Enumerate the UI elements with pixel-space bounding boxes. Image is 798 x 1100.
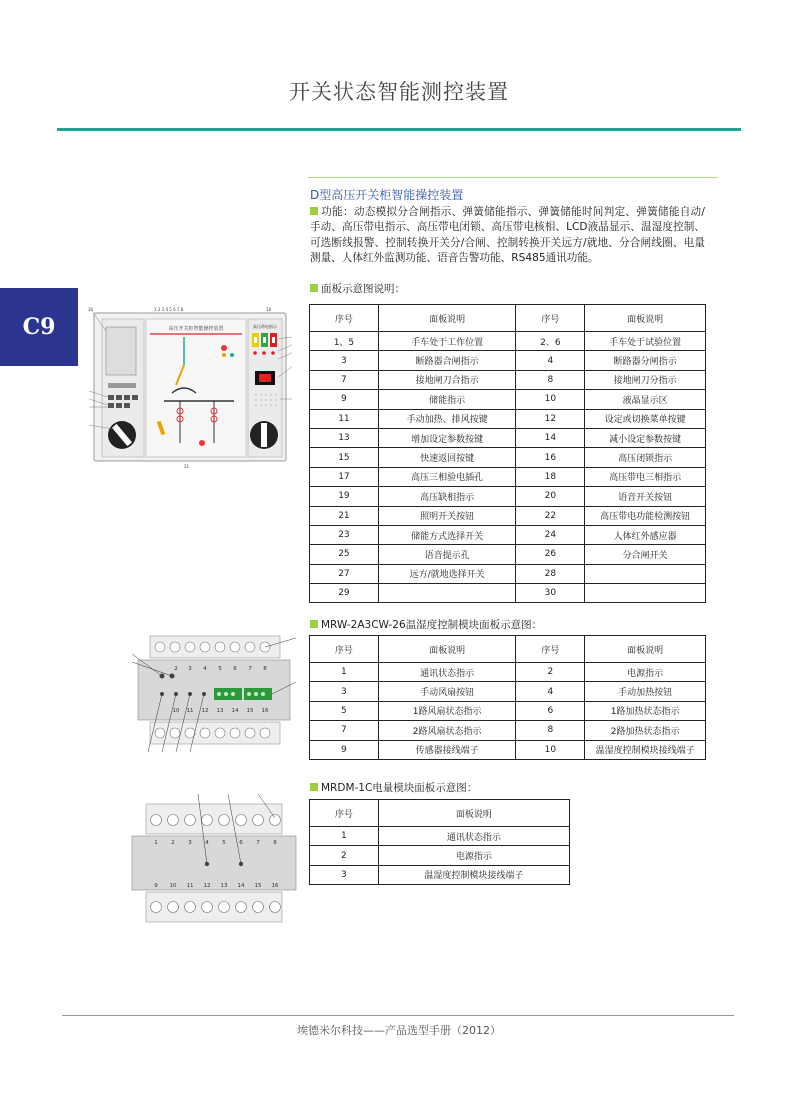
svg-text:8: 8 (263, 666, 267, 672)
table-cell: 2路风扇状态指示 (378, 721, 516, 740)
svg-text:11: 11 (186, 883, 194, 889)
svg-text:16: 16 (261, 708, 269, 714)
svg-text:15: 15 (254, 883, 262, 889)
table-row (310, 351, 706, 370)
table-cell: 手动加热按钮 (585, 682, 706, 701)
table-cell: 23 (310, 525, 379, 544)
table-header-row (310, 800, 570, 827)
panel-spec-table (309, 304, 706, 603)
table-cell: 设定或切换菜单按键 (585, 409, 706, 428)
table-cell: 传感器接线端子 (378, 740, 516, 759)
section-divider (308, 177, 718, 178)
table-cell: 1 (310, 663, 379, 682)
table-cell: 21 (310, 506, 379, 525)
table-cell: 高压闭锁指示 (585, 448, 706, 467)
table-cell: 30 (516, 584, 585, 603)
table-cell: 14 (516, 428, 585, 447)
table-cell: 增加设定参数按键 (378, 428, 516, 447)
table-cell: 7 (310, 370, 379, 389)
svg-text:7: 7 (256, 840, 260, 846)
table-row (310, 721, 706, 740)
svg-text:4: 4 (205, 840, 209, 846)
table-header-row (310, 305, 706, 332)
table-cell: 9 (310, 740, 379, 759)
table-cell: 液晶显示区 (585, 390, 706, 409)
bullet-icon (310, 783, 318, 791)
table-row (310, 487, 706, 506)
header-cell: 序号 (516, 305, 585, 332)
table-cell: 16 (516, 448, 585, 467)
table-cell: 通讯状态指示 (378, 827, 569, 846)
table-cell: 温湿度控制模块接线端子 (585, 740, 706, 759)
table-cell: 24 (516, 525, 585, 544)
svg-text:3: 3 (188, 840, 192, 846)
header-cell: 序号 (310, 636, 379, 663)
svg-text:6: 6 (239, 840, 243, 846)
table-cell: 18 (516, 467, 585, 486)
table-cell: 断路器分闸指示 (585, 351, 706, 370)
right-panel-title: 高压带电指示 (253, 324, 277, 329)
table-cell: 3 (310, 682, 379, 701)
panel-label (310, 281, 405, 296)
svg-text:2: 2 (174, 666, 178, 672)
table-cell: 6 (516, 701, 585, 720)
table-cell: 1路风扇状态指示 (378, 701, 516, 720)
svg-text:7: 7 (248, 666, 252, 672)
header-cell: 面板说明 (378, 800, 569, 827)
table-cell: 2路加热状态指示 (585, 721, 706, 740)
svg-text:12: 12 (203, 883, 211, 889)
table-cell: 人体红外感应器 (585, 525, 706, 544)
table-cell: 19 (310, 487, 379, 506)
svg-text:30: 30 (88, 307, 94, 312)
table-cell: 8 (516, 721, 585, 740)
table-cell: 26 (516, 545, 585, 564)
table-cell (585, 564, 706, 583)
svg-text:5: 5 (218, 666, 222, 672)
table-cell: 1路加热状态指示 (585, 701, 706, 720)
table-cell: 4 (516, 351, 585, 370)
table-cell: 手车处于工作位置 (378, 332, 516, 351)
table-row (310, 701, 706, 720)
header-cell: 面板说明 (585, 305, 706, 332)
table-cell: 温湿度控制模块接线端子 (378, 865, 569, 884)
table-cell: 高压缺相指示 (378, 487, 516, 506)
table-cell (585, 584, 706, 603)
table-row (310, 827, 570, 846)
table-cell: 2 (516, 663, 585, 682)
mrw-spec-table (309, 635, 706, 760)
table-cell: 断路器合闸指示 (378, 351, 516, 370)
table-cell: 手车处于试验位置 (585, 332, 706, 351)
table-row (310, 525, 706, 544)
table-cell: 语音开关按钮 (585, 487, 706, 506)
table-row (310, 390, 706, 409)
svg-text:16: 16 (271, 883, 279, 889)
table-cell: 2 (310, 846, 379, 865)
svg-text:8: 8 (273, 840, 277, 846)
svg-text:10: 10 (172, 708, 180, 714)
table-row (310, 545, 706, 564)
header-cell: 面板说明 (585, 636, 706, 663)
table-cell: 减小设定参数按键 (585, 428, 706, 447)
table-cell: 13 (310, 428, 379, 447)
svg-text:14: 14 (237, 883, 245, 889)
table-cell: 储能指示 (378, 390, 516, 409)
header-cell: 面板说明 (378, 305, 516, 332)
table-cell: 接地闸刀合指示 (378, 370, 516, 389)
bullet-icon (310, 620, 318, 628)
table-cell: 手动风扇按钮 (378, 682, 516, 701)
svg-text:1: 1 (154, 840, 158, 846)
table-cell: 电源指示 (585, 663, 706, 682)
svg-text:3: 3 (188, 666, 192, 672)
table-row (310, 663, 706, 682)
svg-text:15: 15 (246, 708, 254, 714)
table-row (310, 584, 706, 603)
table-cell: 5 (310, 701, 379, 720)
section3-heading (310, 780, 477, 795)
table-cell: 11 (310, 409, 379, 428)
svg-text:21: 21 (184, 464, 190, 469)
section1-description (310, 205, 705, 266)
table-row (310, 564, 706, 583)
svg-text:13: 13 (216, 708, 224, 714)
table-cell: 28 (516, 564, 585, 583)
bullet-icon (310, 207, 318, 215)
svg-text:2: 2 (171, 840, 175, 846)
table-cell: 1、5 (310, 332, 379, 351)
panel-diagram (84, 303, 292, 469)
section2-heading-text: MRW-2A3CW-26温湿度控制模块面板示意图： (321, 619, 543, 631)
header-cell: 面板说明 (378, 636, 516, 663)
table-cell: 7 (310, 721, 379, 740)
table-cell: 20 (516, 487, 585, 506)
table-cell: 电源指示 (378, 846, 569, 865)
svg-text:13: 13 (220, 883, 228, 889)
table-row (310, 370, 706, 389)
svg-text:5: 5 (222, 840, 226, 846)
table-row (310, 740, 706, 759)
table-cell: 分合闸开关 (585, 545, 706, 564)
header-cell: 序号 (310, 800, 379, 827)
table-cell: 15 (310, 448, 379, 467)
table-cell: 手动加热、排风按键 (378, 409, 516, 428)
table-cell: 高压带电功能检测按钮 (585, 506, 706, 525)
table-row (310, 467, 706, 486)
bullet-icon (310, 284, 318, 292)
footer-divider (62, 1015, 734, 1016)
section2-heading (310, 617, 542, 632)
section3-heading-text: MRDM-1C电量模块面板示意图： (321, 782, 478, 794)
svg-text:6: 6 (233, 666, 237, 672)
table-cell: 储能方式选择开关 (378, 525, 516, 544)
table-cell: 29 (310, 584, 379, 603)
table-row (310, 428, 706, 447)
svg-text:9: 9 (154, 883, 158, 889)
section1-heading: D型高压开关柜智能操控装置 (310, 188, 464, 202)
table-row (310, 682, 706, 701)
table-cell: 12 (516, 409, 585, 428)
table-row (310, 332, 706, 351)
header-cell: 序号 (310, 305, 379, 332)
description-text: 功能：动态模拟分合闸指示、弹簧储能指示、弹簧储能时间判定、弹簧储能自动/手动、高压带电指示、高压带电闭锁、高压带电核相、LCD液晶显示、温湿度控制、可选断线报警、控制转换开关分/合闸、控制转换开关远方/就地、分合闸线圈、电量测量、人体红外监测功能、语音告警功能、RS485通讯功能。 (310, 206, 705, 264)
panel-title: 高压开关柜智能操控装置 (168, 326, 224, 332)
table-cell: 27 (310, 564, 379, 583)
svg-text:14: 14 (231, 708, 239, 714)
table-cell: 25 (310, 545, 379, 564)
table-cell: 语音提示孔 (378, 545, 516, 564)
table-cell: 17 (310, 467, 379, 486)
table-cell: 高压三相验电插孔 (378, 467, 516, 486)
svg-text:11: 11 (186, 708, 194, 714)
table-cell: 8 (516, 370, 585, 389)
table-cell: 10 (516, 740, 585, 759)
mrw-module-diagram (128, 632, 300, 756)
table-cell: 接地闸刀分指示 (585, 370, 706, 389)
table-row (310, 409, 706, 428)
header-cell: 序号 (516, 636, 585, 663)
svg-text:10: 10 (169, 883, 177, 889)
svg-text:18: 18 (266, 307, 272, 312)
table-cell: 22 (516, 506, 585, 525)
table-header-row (310, 636, 706, 663)
svg-text:12: 12 (201, 708, 209, 714)
table-row (310, 506, 706, 525)
table-cell: 高压带电三相指示 (585, 467, 706, 486)
table-cell: 照明开关按钮 (378, 506, 516, 525)
table-cell: 10 (516, 390, 585, 409)
svg-text:4: 4 (203, 666, 207, 672)
table-cell (378, 584, 516, 603)
table-row (310, 448, 706, 467)
table-cell: 2、6 (516, 332, 585, 351)
svg-text:1 2 3 4 5 6 7 8: 1 2 3 4 5 6 7 8 (154, 307, 184, 312)
table-row (310, 865, 570, 884)
table-cell: 远方/就地选择开关 (378, 564, 516, 583)
title-divider (57, 128, 741, 131)
panel-label-text: 面板示意图说明： (321, 283, 405, 295)
table-cell: 4 (516, 682, 585, 701)
table-cell: 快速返回按键 (378, 448, 516, 467)
table-cell: 1 (310, 827, 379, 846)
mrdm-spec-table (309, 799, 570, 885)
table-cell: 3 (310, 865, 379, 884)
table-row (310, 846, 570, 865)
mrdm-module-diagram (128, 790, 300, 926)
table-cell: 9 (310, 390, 379, 409)
page-title: 开关状态智能测控装置 (289, 80, 509, 104)
table-cell: 通讯状态指示 (378, 663, 516, 682)
chapter-tab: C9 (0, 288, 78, 366)
table-cell: 3 (310, 351, 379, 370)
footer: 埃德米尔科技——产品选型手册（2012） (297, 1024, 501, 1037)
